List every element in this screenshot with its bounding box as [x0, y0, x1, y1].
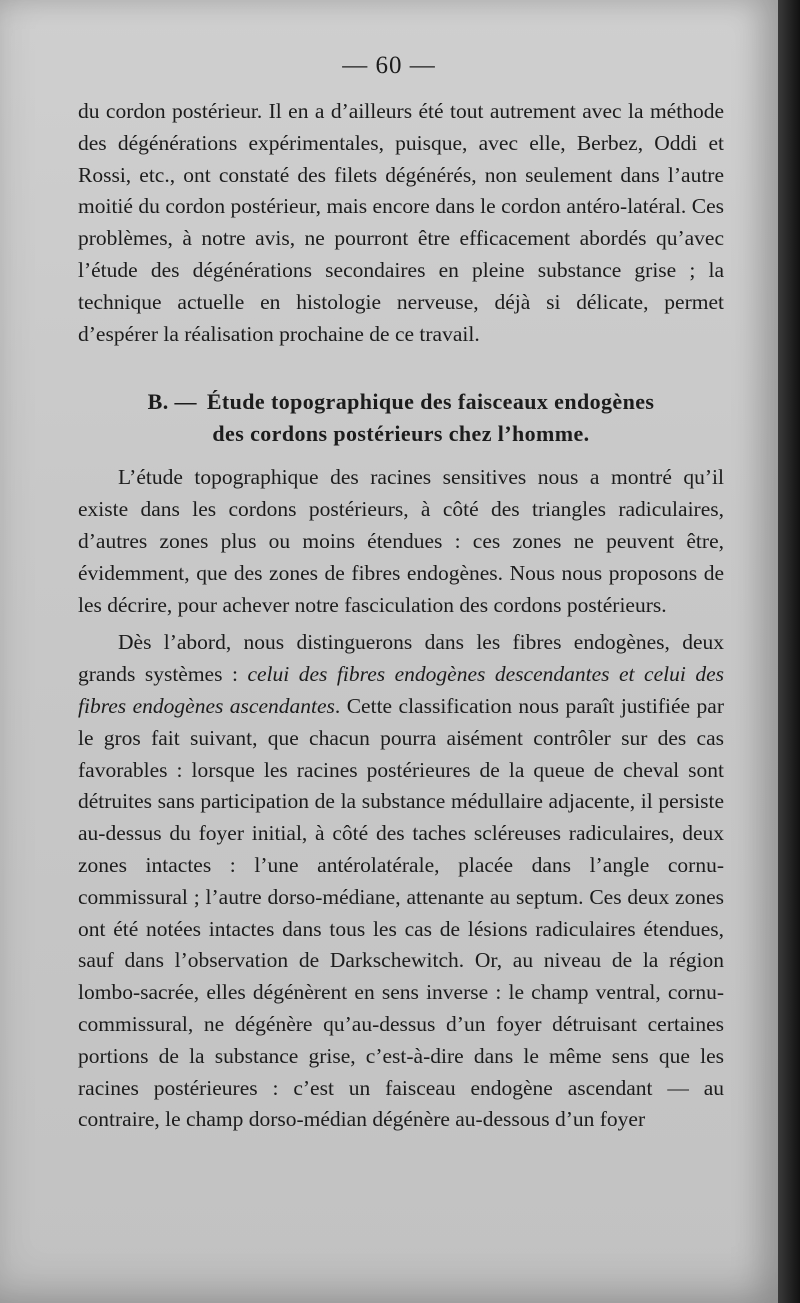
section-heading-label: B. —	[147, 389, 197, 415]
paragraph-3-end: . Cette classification nous paraît justifiée par le gros fait suivant, que chacun pourra aisément contrôler sur des cas favorables : lorsque les racines postérieures de la queue de cheval sont détruites sans participation de la substance médullaire adjacente, il persiste au-dessus du foyer initial, à côté des taches scléreuses radiculaires, deux zones intactes : l’une antérolatérale, placée dans l’angle cornu-commissural ; l’autre dorso-médiane, attenante au septum. Ces deux zones ont été notées intactes dans tous les cas de lésions radiculaires étendues, sauf dans l’observation de Darkschewitch. Or, au niveau de la région lombo-sacrée, elles dégénèrent en sens inverse : le champ ventral, cornu-commissural, ne dégénère qu’au-dessus d’un foyer détruisant certaines portions de la substance grise, c’est-à-dire dans le même sens que les racines postérieures : c’est un faisceau endogène ascendant — au contraire, le champ dorso-médian dégénère au-dessous d’un foyer	[78, 693, 724, 1132]
scan-edge-shadow	[778, 0, 800, 1303]
section-heading-line1: Étude topographique des faisceaux endogènes	[206, 389, 655, 415]
body-text	[78, 96, 724, 1136]
section-heading-line2: des cordons postérieurs chez l’homme.	[212, 421, 590, 447]
section-heading	[78, 386, 724, 450]
page-number: — 60 —	[342, 52, 436, 79]
paragraph-2: L’étude topographique des racines sensitives nous a montré qu’il existe dans les cordons postérieurs, à côté des triangles radiculaires, d’autres zones plus ou moins étendues : ces zones ne peuvent être, évidemment, que des zones de fibres endogènes. Nous nous proposons de les décrire, pour achever notre fasciculation des cordons postérieurs.	[78, 465, 724, 617]
paragraph-3-italic: celui des fibres endogènes descendantes et celui des fibres endogènes ascendantes	[78, 662, 724, 718]
paragraph-3-start: Dès l’abord, nous distinguerons dans les fibres endogènes, deux grands systèmes :	[78, 630, 724, 687]
paragraph-1: du cordon postérieur. Il en a d’ailleurs été tout autrement avec la méthode des dégénérations expérimentales, puisque, avec elle, Berbez, Oddi et Rossi, etc., ont constaté des filets dégénérés, non seulement dans l’autre moitié du cordon postérieur, mais encore dans le cordon antéro-latéral. Ces problèmes, à notre avis, ne pourront être efficacement abordés qu’avec l’étude des dégénérations secondaires en pleine substance grise ; la technique actuelle en histologie nerveuse, déjà si délicate, permet d’espérer la réalisation prochaine de ce travail.	[78, 99, 724, 346]
paragraph-3	[78, 627, 724, 1136]
